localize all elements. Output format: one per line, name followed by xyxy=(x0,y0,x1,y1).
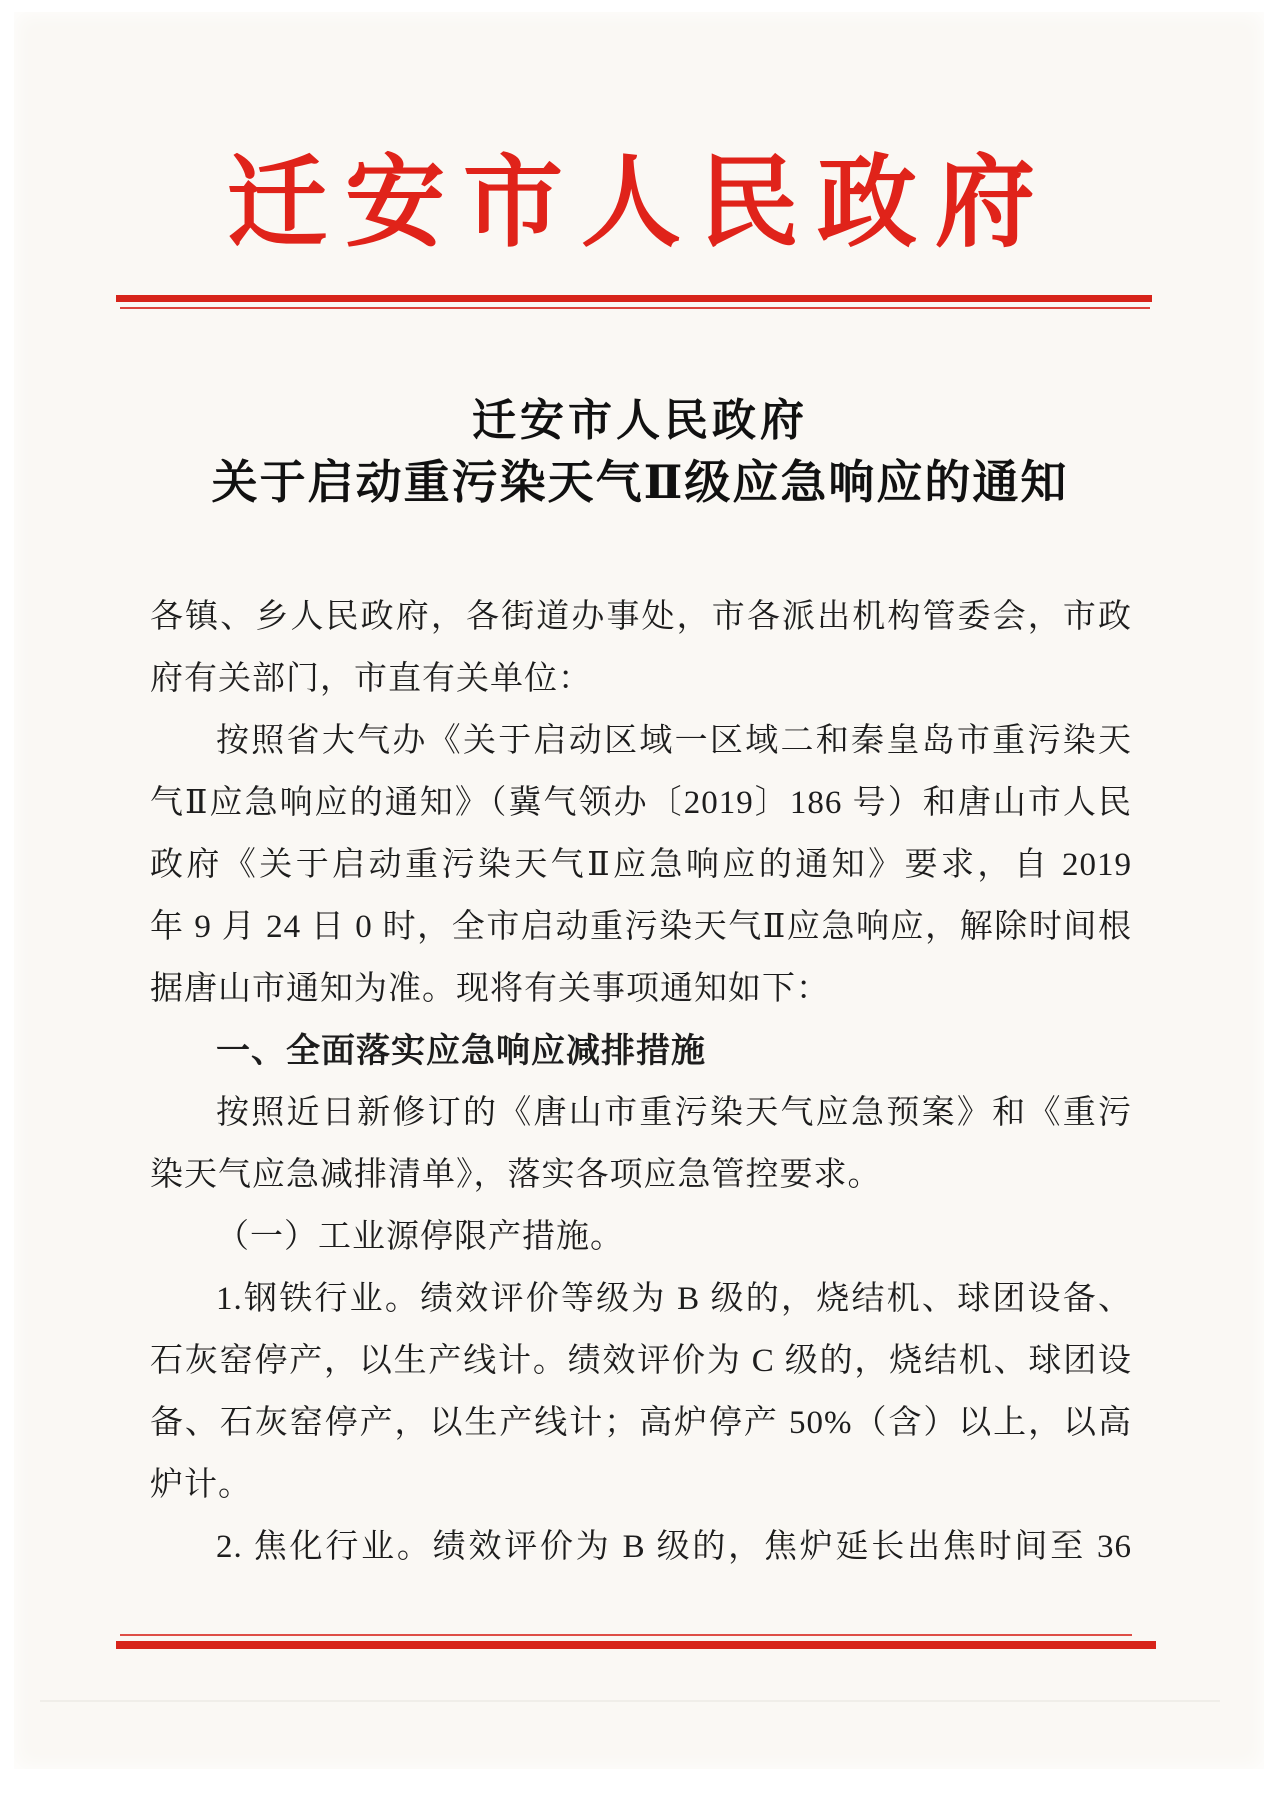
section-heading: 一、全面落实应急响应减排措施 xyxy=(216,1032,706,1070)
document-title-line-1: 迁安市人民政府 xyxy=(472,396,808,445)
body-line: 2. 焦化行业。绩效评价为 B 级的，焦炉延长出焦时间至 36 xyxy=(216,1529,1132,1565)
letterhead-title: 迁安市人民政府 xyxy=(227,148,1053,259)
bottom-separator-thick-rule xyxy=(116,1641,1156,1649)
body-line: 按照近日新修订的《唐山市重污染天气应急预案》和《重污 xyxy=(216,1095,1132,1131)
paper-fold-shadow xyxy=(40,1700,1220,1702)
top-separator-thick-rule xyxy=(116,295,1152,302)
body-line: 各镇、乡人民政府，各街道办事处，市各派出机构管委会，市政 xyxy=(150,599,1132,635)
body-line: 石灰窑停产，以生产线计。绩效评价为 C 级的，烧结机、球团设 xyxy=(150,1343,1132,1379)
body-line: 府有关部门，市直有关单位： xyxy=(150,661,592,697)
body-line: 年 9 月 24 日 0 时，全市启动重污染天气Ⅱ应急响应，解除时间根 xyxy=(150,909,1132,945)
body-line: 气Ⅱ应急响应的通知》（冀气领办〔2019〕186 号）和唐山市人民 xyxy=(150,785,1132,821)
body-lines xyxy=(150,586,1132,1578)
top-separator-thin-rule xyxy=(120,307,1150,309)
body-line: 1.钢铁行业。绩效评价等级为 B 级的，烧结机、球团设备、 xyxy=(216,1281,1132,1317)
body-line: 政府《关于启动重污染天气Ⅱ应急响应的通知》要求，自 2019 xyxy=(150,847,1132,883)
body-line: 按照省大气办《关于启动区域一区域二和秦皇岛市重污染天 xyxy=(216,723,1132,759)
body-line: 炉计。 xyxy=(150,1467,252,1503)
document-title xyxy=(0,390,1280,514)
body-line: 染天气应急减排清单》，落实各项应急管控要求。 xyxy=(150,1157,882,1193)
document-title-line-2: 关于启动重污染天气Ⅱ级应急响应的通知 xyxy=(211,457,1069,508)
body-line: （一）工业源停限产措施。 xyxy=(216,1219,624,1255)
bottom-separator-thin-rule xyxy=(120,1634,1132,1636)
body-line: 备、石灰窑停产，以生产线计；高炉停产 50%（含）以上，以高 xyxy=(150,1405,1132,1441)
body-line: 据唐山市通知为准。现将有关事项通知如下： xyxy=(150,971,830,1007)
